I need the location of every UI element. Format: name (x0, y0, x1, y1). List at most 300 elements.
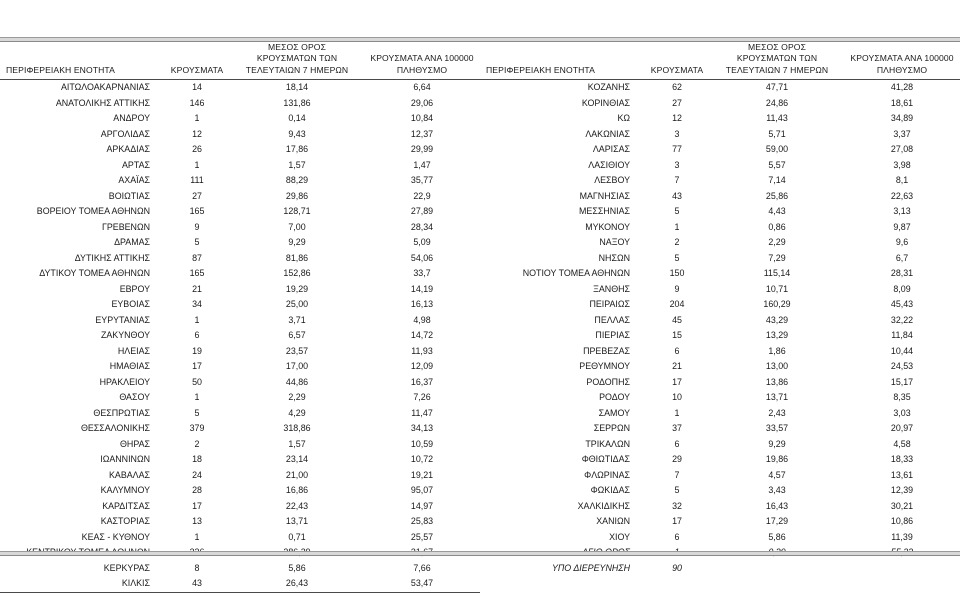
cell-region: ΖΑΚΥΝΘΟΥ (100, 330, 150, 341)
cell-cases: 111 (190, 175, 204, 186)
cell-per100k: 28,31 (890, 268, 914, 279)
cell-per100k: 30,21 (890, 500, 914, 511)
cell-per100k: 19,21 (410, 469, 434, 480)
cell-region: ΚΑΡΔΙΤΣΑΣ (102, 500, 150, 511)
cell-region: ΜΥΚΟΝΟΥ (585, 221, 630, 232)
cell-avg7: 13,71 (765, 392, 789, 403)
cell-avg7: 318,86 (283, 423, 311, 434)
cell-region: ΕΥΒΟΙΑΣ (111, 299, 150, 310)
table-row (480, 204, 960, 220)
table-row (0, 142, 480, 158)
cell-avg7: 1,86 (768, 345, 786, 356)
table-row (0, 111, 480, 127)
header-region-left: ΠΕΡΙΦΕΡΕΙΑΚΗ ΕΝΟΤΗΤΑ (0, 42, 164, 80)
table-row (480, 530, 960, 546)
header-avg7-line2-right: ΚΡΟΥΣΜΑΤΩΝ ΤΩΝ (736, 53, 818, 64)
table-header-right (480, 42, 960, 80)
table-row (0, 359, 480, 375)
cell-per100k: 1,47 (413, 159, 431, 170)
cell-region: ΥΠΟ ΔΙΕΡΕΥΝΗΣΗ (551, 562, 630, 573)
cell-cases: 6 (674, 438, 680, 449)
cell-avg7: 23,14 (285, 454, 309, 465)
cell-avg7: 2,29 (768, 237, 786, 248)
cell-avg7: 4,29 (288, 407, 306, 418)
cell-per100k: 7,26 (413, 392, 431, 403)
cell-avg7: 17,29 (765, 516, 789, 527)
cell-cases: 43 (164, 576, 230, 592)
cell-per100k: 10,86 (890, 516, 914, 527)
table-row (480, 220, 960, 236)
table-row (0, 204, 480, 220)
table-row (0, 483, 480, 499)
cell-cases: 150 (669, 268, 685, 279)
header-avg7-line1-left: ΜΕΣΟΣ ΟΡΟΣ (267, 42, 326, 52)
header-avg7-left (230, 42, 364, 80)
cell-per100k: 29,99 (410, 144, 434, 155)
cell-avg7: 47,71 (765, 82, 789, 93)
cell-region: ΡΟΔΟΥ (599, 392, 630, 403)
table-row (0, 468, 480, 484)
two-column-table-container (0, 42, 960, 593)
table-row (0, 514, 480, 530)
cell-region: ΒΟΡΕΙΟΥ ΤΟΜΕΑ ΑΘΗΝΩΝ (36, 206, 150, 217)
cell-region: ΕΥΡΥΤΑΝΙΑΣ (95, 314, 150, 325)
table-row (480, 142, 960, 158)
regional-cases-table-right (480, 42, 960, 576)
cell-per100k: 9,87 (893, 221, 911, 232)
cell-cases: 7 (674, 469, 680, 480)
cell-per100k (844, 561, 960, 577)
cell-avg7: 17,86 (285, 144, 309, 155)
cell-cases: 1 (674, 221, 680, 232)
cell-avg7: 23,57 (285, 345, 309, 356)
cell-per100k: 3,37 (893, 128, 911, 139)
cell-avg7: 7,29 (768, 252, 786, 263)
cell-per100k: 10,44 (890, 345, 914, 356)
cell-region: ΠΕΛΛΑΣ (594, 314, 630, 325)
cell-cases: 34 (192, 299, 202, 310)
cell-cases: 165 (189, 268, 205, 279)
cell-region: ΣΕΡΡΩΝ (593, 423, 630, 434)
header-avg7-line3-right: ΤΕΛΕΥΤΑΙΩΝ 7 ΗΜΕΡΩΝ (725, 64, 829, 75)
cell-region: ΚΑΛΥΜΝΟΥ (100, 485, 150, 496)
cell-per100k: 6,7 (895, 252, 909, 263)
cell-per100k: 14,97 (410, 500, 434, 511)
table-row (480, 80, 960, 96)
table-row (0, 96, 480, 112)
table-row (480, 282, 960, 298)
cell-region: ΚΙΛΚΙΣ (0, 576, 164, 592)
cell-region: ΓΡΕΒΕΝΩΝ (101, 221, 150, 232)
cell-avg7: 17,00 (285, 361, 309, 372)
cell-region: ΚΕΡΚΥΡΑΣ (103, 562, 150, 573)
cell-avg7: 9,29 (288, 237, 306, 248)
cell-avg7: 19,86 (765, 454, 789, 465)
cell-region: ΛΑΣΙΘΙΟΥ (588, 159, 630, 170)
cell-avg7: 2,43 (768, 407, 786, 418)
cell-avg7: 26,43 (230, 576, 364, 592)
cell-cases: 1 (194, 531, 200, 542)
cell-avg7: 9,29 (768, 438, 786, 449)
cell-avg7: 22,43 (285, 500, 309, 511)
cell-cases: 146 (189, 97, 205, 108)
cell-avg7: 160,29 (763, 299, 791, 310)
cell-avg7: 4,57 (768, 469, 786, 480)
cell-avg7: 1,57 (288, 438, 306, 449)
cell-region: ΝΟΤΙΟΥ ΤΟΜΕΑ ΑΘΗΝΩΝ (522, 268, 630, 279)
table-row (480, 235, 960, 251)
cell-cases: 6 (674, 345, 680, 356)
header-cases-left: ΚΡΟΥΣΜΑΤΑ (164, 42, 230, 80)
cell-cases: 1 (194, 392, 200, 403)
cell-region: ΧΑΝΙΩΝ (596, 516, 630, 527)
cell-avg7: 25,00 (285, 299, 309, 310)
header-avg7-line1-right: ΜΕΣΟΣ ΟΡΟΣ (747, 42, 806, 52)
cell-cases: 14 (192, 82, 202, 93)
cell-cases: 27 (672, 97, 682, 108)
cell-avg7: 5,71 (768, 128, 786, 139)
table-row (480, 328, 960, 344)
cell-region: ΗΛΕΙΑΣ (117, 345, 150, 356)
table-row (0, 266, 480, 282)
header-avg7-line2-left: ΚΡΟΥΣΜΑΤΩΝ ΤΩΝ (256, 53, 338, 64)
cell-cases: 3 (674, 159, 680, 170)
table-row (0, 561, 480, 577)
cell-cases: 29 (672, 454, 682, 465)
cell-cases: 45 (672, 314, 682, 325)
right-table-wrapper (480, 42, 960, 593)
cell-per100k: 25,57 (410, 531, 434, 542)
cell-avg7: 81,86 (285, 252, 309, 263)
cell-cases: 17 (672, 516, 682, 527)
cell-region: ΑΡΤΑΣ (121, 159, 150, 170)
cell-per100k: 4,98 (413, 314, 431, 325)
cell-cases: 1 (194, 159, 200, 170)
header-per100k-line1-right: ΚΡΟΥΣΜΑΤΑ ΑΝΑ 100000 (850, 53, 954, 64)
table-row (0, 437, 480, 453)
table-row (0, 189, 480, 205)
cell-cases: 37 (672, 423, 682, 434)
cell-avg7: 18,14 (285, 82, 309, 93)
table-row (0, 173, 480, 189)
table-row (0, 375, 480, 391)
cell-cases: 6 (674, 531, 680, 542)
cell-per100k: 13,61 (890, 469, 914, 480)
cell-region: ΠΕΙΡΑΙΩΣ (589, 299, 630, 310)
table-row (480, 390, 960, 406)
header-row-right (480, 42, 960, 80)
cell-cases: 17 (672, 376, 682, 387)
cell-per100k: 33,7 (413, 268, 431, 279)
cell-cases: 77 (672, 144, 682, 155)
cell-cases: 27 (192, 190, 202, 201)
cell-avg7: 9,43 (288, 128, 306, 139)
cell-per100k: 22,9 (413, 190, 431, 201)
cell-cases: 204 (669, 299, 685, 310)
cell-avg7: 4,43 (768, 206, 786, 217)
table-row (480, 313, 960, 329)
table-row (480, 452, 960, 468)
cell-avg7: 88,29 (285, 175, 309, 186)
cell-cases: 43 (672, 190, 682, 201)
cell-per100k: 14,72 (410, 330, 434, 341)
cell-avg7: 29,86 (285, 190, 309, 201)
cell-region: ΑΧΑΪΑΣ (118, 175, 150, 186)
header-region-right: ΠΕΡΙΦΕΡΕΙΑΚΗ ΕΝΟΤΗΤΑ (480, 42, 644, 80)
table-row (480, 468, 960, 484)
cell-avg7: 6,57 (288, 330, 306, 341)
cell-region: ΑΡΓΟΛΙΔΑΣ (100, 128, 150, 139)
cell-per100k: 8,35 (893, 392, 911, 403)
cell-per100k: 4,58 (893, 438, 911, 449)
cell-avg7: 19,29 (285, 283, 309, 294)
cell-region: ΝΗΣΩΝ (598, 252, 630, 263)
cell-per100k: 3,13 (893, 206, 911, 217)
cell-per100k: 20,97 (890, 423, 914, 434)
cell-avg7: 13,00 (765, 361, 789, 372)
cell-cases: 32 (672, 500, 682, 511)
cell-per100k: 34,89 (890, 113, 914, 124)
cell-region: ΗΜΑΘΙΑΣ (109, 361, 150, 372)
table-row (0, 251, 480, 267)
table-row (480, 127, 960, 143)
table-row (0, 576, 480, 592)
cell-per100k: 35,77 (410, 175, 434, 186)
bottom-divider-rule (0, 551, 960, 556)
cell-cases: 50 (192, 376, 202, 387)
cell-region: ΚΑΒΑΛΑΣ (108, 469, 150, 480)
cell-per100k: 32,22 (890, 314, 914, 325)
cell-per100k: 24,53 (890, 361, 914, 372)
cell-region: ΚΟΖΑΝΗΣ (587, 82, 630, 93)
header-per100k-line1-left: ΚΡΟΥΣΜΑΤΑ ΑΝΑ 100000 (370, 53, 474, 64)
cell-cases: 12 (192, 128, 202, 139)
table-row (0, 499, 480, 515)
table-body-left (0, 80, 480, 593)
cell-region: ΠΡΕΒΕΖΑΣ (583, 345, 630, 356)
cell-region: ΧΑΛΚΙΔΙΚΗΣ (577, 500, 630, 511)
cell-avg7: 3,43 (768, 485, 786, 496)
cell-per100k: 11,47 (411, 407, 433, 418)
cell-per100k: 12,37 (410, 128, 434, 139)
cell-region: ΑΙΤΩΛΟΑΚΑΡΝΑΝΙΑΣ (60, 82, 150, 93)
cell-cases: 3 (674, 128, 680, 139)
cell-cases: 165 (189, 206, 205, 217)
table-body-right (480, 80, 960, 577)
cell-per100k: 12,09 (410, 361, 434, 372)
cell-avg7: 5,57 (768, 159, 786, 170)
left-table-wrapper (0, 42, 480, 593)
cell-avg7: 43,29 (765, 314, 789, 325)
cell-per100k: 6,64 (413, 82, 431, 93)
cell-cases: 62 (672, 82, 682, 93)
table-row (0, 220, 480, 236)
cell-per100k: 27,08 (890, 144, 914, 155)
cell-per100k: 29,06 (410, 97, 434, 108)
cell-per100k: 27,89 (410, 206, 434, 217)
cell-avg7: 0,71 (288, 531, 306, 542)
cell-per100k: 8,1 (895, 175, 909, 186)
table-row (480, 514, 960, 530)
table-row (480, 561, 960, 577)
header-row-left (0, 42, 480, 80)
cell-avg7: 0,86 (768, 221, 786, 232)
cell-per100k: 15,17 (890, 376, 914, 387)
table-row (480, 406, 960, 422)
regional-cases-table-left (0, 42, 480, 593)
cell-region: ΣΑΜΟΥ (598, 407, 630, 418)
cell-cases: 90 (672, 562, 682, 573)
cell-region: ΕΒΡΟΥ (119, 283, 150, 294)
table-row (0, 328, 480, 344)
cell-avg7: 16,43 (765, 500, 789, 511)
cell-avg7: 13,86 (765, 376, 789, 387)
cell-region: ΜΕΣΣΗΝΙΑΣ (579, 206, 630, 217)
table-row (0, 530, 480, 546)
cell-per100k: 8,09 (893, 283, 911, 294)
table-row (480, 111, 960, 127)
table-row (480, 483, 960, 499)
cell-cases: 13 (192, 516, 202, 527)
table-row (480, 173, 960, 189)
cell-region: ΚΟΡΙΝΘΙΑΣ (581, 97, 630, 108)
table-row (480, 437, 960, 453)
cell-per100k: 41,28 (890, 82, 914, 93)
cell-avg7: 13,71 (285, 516, 309, 527)
cell-avg7: 25,86 (765, 190, 789, 201)
cell-region: ΚΕΑΣ - ΚΥΘΝΟΥ (81, 531, 150, 542)
cell-cases: 21 (672, 361, 682, 372)
cell-per100k: 28,34 (410, 221, 434, 232)
table-row (480, 158, 960, 174)
cell-cases: 5 (194, 237, 200, 248)
cell-cases: 1 (194, 113, 200, 124)
cell-cases: 9 (674, 283, 680, 294)
cell-cases: 28 (192, 485, 202, 496)
cell-region: ΔΥΤΙΚΗΣ ΑΤΤΙΚΗΣ (74, 252, 150, 263)
cell-avg7: 131,86 (283, 97, 311, 108)
cell-cases: 87 (192, 252, 202, 263)
header-per100k-left (364, 42, 480, 80)
cell-cases: 1 (194, 314, 200, 325)
cell-avg7: 5,86 (768, 531, 786, 542)
cell-per100k: 10,72 (410, 454, 434, 465)
cell-per100k: 9,6 (895, 237, 909, 248)
table-row (480, 359, 960, 375)
cell-cases: 2 (674, 237, 680, 248)
cell-region: ΞΑΝΘΗΣ (593, 283, 630, 294)
cell-region: ΡΟΔΟΠΗΣ (586, 376, 630, 387)
cell-per100k: 3,03 (893, 407, 911, 418)
cell-region: ΦΩΚΙΔΑΣ (590, 485, 630, 496)
header-per100k-line2-left: ΠΛΗΘΥΣΜΟ (396, 64, 448, 75)
cell-avg7: 13,29 (765, 330, 789, 341)
cell-cases: 19 (192, 345, 202, 356)
table-row (480, 96, 960, 112)
cell-per100k: 95,07 (410, 485, 434, 496)
cell-per100k: 14,19 (410, 283, 434, 294)
table-row (0, 158, 480, 174)
cell-avg7: 3,71 (288, 314, 306, 325)
table-row (480, 266, 960, 282)
cell-cases: 5 (674, 485, 680, 496)
cell-avg7: 44,86 (285, 376, 309, 387)
cell-region: ΝΑΞΟΥ (599, 237, 630, 248)
table-row (0, 127, 480, 143)
table-row (0, 452, 480, 468)
cell-avg7: 5,86 (288, 562, 306, 573)
cell-per100k: 11,84 (891, 330, 913, 341)
cell-cases: 2 (194, 438, 200, 449)
table-row (480, 189, 960, 205)
cell-cases: 17 (192, 500, 202, 511)
table-row (0, 297, 480, 313)
cell-cases: 5 (674, 252, 680, 263)
header-avg7-right (710, 42, 844, 80)
cell-cases: 6 (194, 330, 200, 341)
table-row (0, 421, 480, 437)
cell-cases: 17 (192, 361, 202, 372)
header-per100k-line2-right: ΠΛΗΘΥΣΜΟ (876, 64, 928, 75)
cell-avg7: 21,00 (285, 469, 309, 480)
table-header-left (0, 42, 480, 80)
cell-avg7: 0,14 (288, 113, 306, 124)
cell-cases: 18 (192, 454, 202, 465)
cell-region: ΔΥΤΙΚΟΥ ΤΟΜΕΑ ΑΘΗΝΩΝ (39, 268, 150, 279)
cell-cases: 5 (674, 206, 680, 217)
cell-region: ΚΩ (617, 113, 630, 124)
table-row (0, 282, 480, 298)
cell-per100k: 16,37 (410, 376, 434, 387)
cell-per100k: 11,93 (411, 345, 433, 356)
header-per100k-right (844, 42, 960, 80)
cell-region: ΛΑΡΙΣΑΣ (592, 144, 630, 155)
table-row (0, 235, 480, 251)
cell-cases: 21 (192, 283, 202, 294)
cell-avg7: 11,43 (766, 113, 788, 124)
cell-region: ΦΛΩΡΙΝΑΣ (584, 469, 630, 480)
cell-region: ΚΑΣΤΟΡΙΑΣ (100, 516, 150, 527)
cell-per100k: 25,83 (410, 516, 434, 527)
cell-avg7: 115,14 (763, 268, 791, 279)
cell-avg7: 33,57 (765, 423, 789, 434)
cell-per100k: 5,09 (413, 237, 431, 248)
cell-cases: 379 (189, 423, 205, 434)
cell-cases: 8 (194, 562, 200, 573)
cell-avg7: 24,86 (765, 97, 789, 108)
cell-avg7: 128,71 (283, 206, 311, 217)
table-row (0, 344, 480, 360)
cell-region: ΙΩΑΝΝΙΝΩΝ (100, 454, 150, 465)
cell-avg7: 7,00 (288, 221, 306, 232)
cell-per100k: 54,06 (410, 252, 434, 263)
cell-region: ΒΟΙΩΤΙΑΣ (108, 190, 150, 201)
cell-cases: 1 (674, 407, 680, 418)
cell-region: ΔΡΑΜΑΣ (114, 237, 150, 248)
cell-per100k: 10,84 (410, 113, 434, 124)
cell-region: ΗΡΑΚΛΕΙΟΥ (99, 376, 150, 387)
cell-region: ΛΕΣΒΟΥ (594, 175, 630, 186)
cell-region: ΠΙΕΡΙΑΣ (595, 330, 630, 341)
table-row (480, 344, 960, 360)
cell-region: ΡΕΘΥΜΝΟΥ (579, 361, 630, 372)
cell-avg7: 2,29 (288, 392, 306, 403)
table-row (0, 80, 480, 96)
cell-region: ΑΝΑΤΟΛΙΚΗΣ ΑΤΤΙΚΗΣ (55, 97, 150, 108)
cell-region: ΤΡΙΚΑΛΩΝ (585, 438, 630, 449)
cell-cases: 9 (194, 221, 200, 232)
cell-avg7: 7,14 (768, 175, 786, 186)
